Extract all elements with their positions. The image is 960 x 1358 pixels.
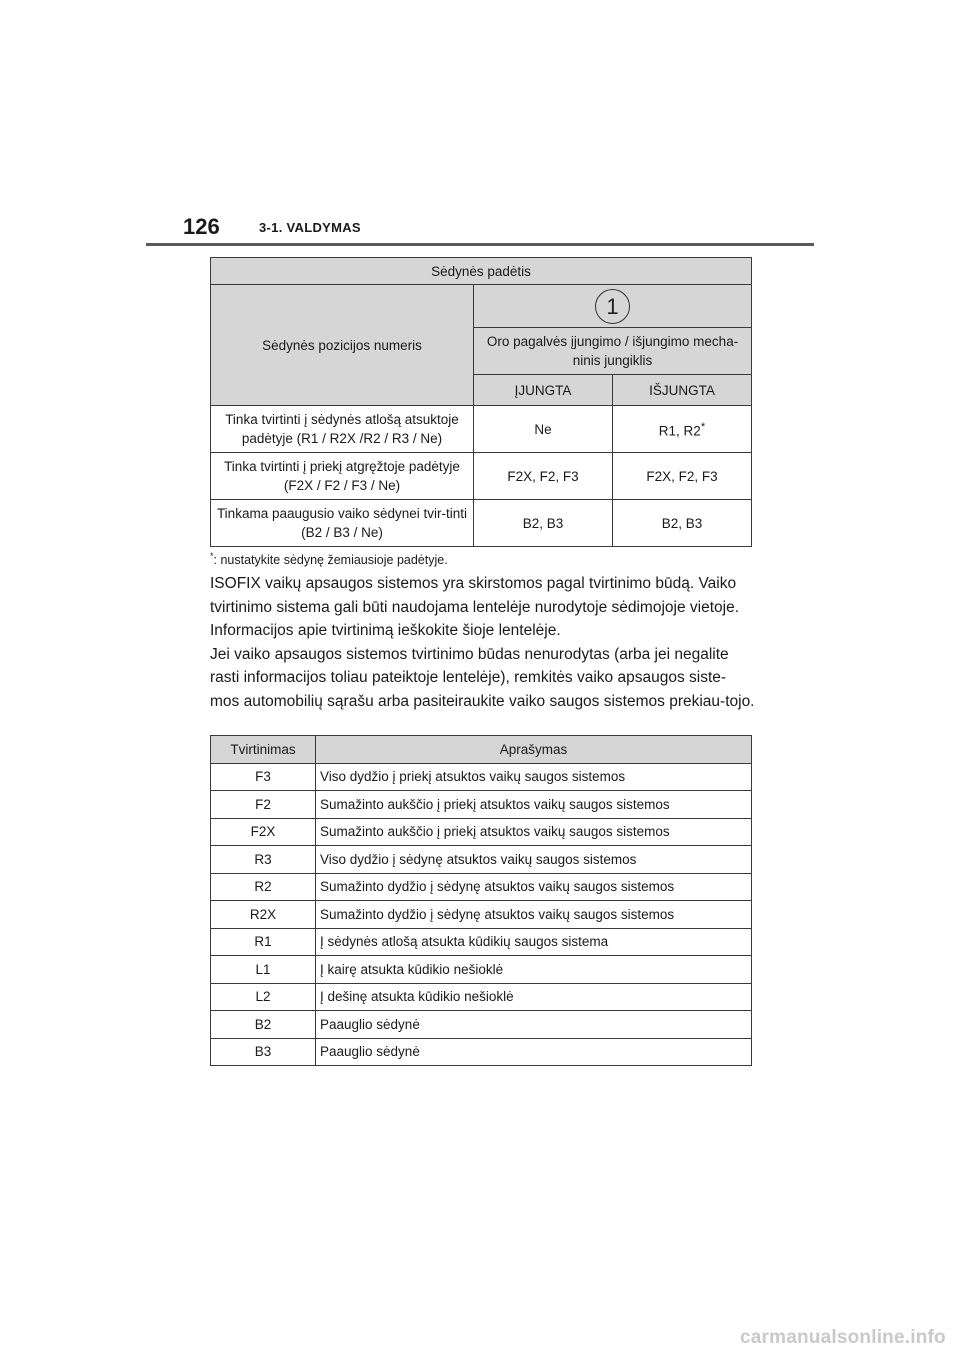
fixture-description: Viso dydžio į priekį atsuktos vaikų saugos sistemos: [316, 763, 752, 791]
row-on-value: Ne: [474, 406, 613, 453]
fixture-description: Sumažinto aukščio į priekį atsuktos vaikų saugos sistemos: [316, 818, 752, 846]
description-column-header: Aprašymas: [316, 736, 752, 764]
seat-number-cell: [474, 285, 752, 328]
paragraph: Jei vaiko apsaugos sistemos tvirtinimo būdas nenurodytas (arba jei negalite rasti informacijos toliau pateiktoje lentelėje), remkitės vaiko apsaugos siste-mos automobilių sąrašu arba pasiteiraukite vaiko saugos sistemos prekiau-tojo.: [210, 645, 755, 710]
fixture-code: F2: [211, 791, 316, 819]
watermark: carmanualsonline.info: [740, 1327, 946, 1348]
footnote-mark: *: [700, 420, 706, 433]
table-row: [211, 846, 752, 874]
paragraph: ISOFIX vaikų apsaugos sistemos yra skirstomos pagal tvirtinimo būdą. Vaiko tvirtinimo sistema gali būti naudojama lentelėje nurodytoje sėdimojoje vietoje. Informacijos apie tvirtinimą ieškokite šioje lentelėje.: [210, 575, 740, 639]
fixture-code: B2: [211, 1011, 316, 1039]
fixture-description: Sumažinto dydžio į sėdynę atsuktos vaikų saugos sistemos: [316, 873, 752, 901]
seat-position-table: [210, 257, 752, 547]
seat-number-circle: 1: [595, 289, 630, 324]
row-on-value: F2X, F2, F3: [474, 453, 613, 500]
table-row: [211, 1011, 752, 1039]
switch-off-label: IŠJUNGTA: [613, 375, 752, 406]
table-row: [211, 818, 752, 846]
fixture-description: Sumažinto dydžio į sėdynę atsuktos vaikų saugos sistemos: [316, 901, 752, 929]
fixture-code: R3: [211, 846, 316, 874]
header-divider: [146, 243, 814, 246]
fixture-code: B3: [211, 1038, 316, 1066]
row-off-value: R1, R2: [658, 423, 701, 439]
fixture-code: F2X: [211, 818, 316, 846]
fixture-description: Viso dydžio į sėdynę atsuktos vaikų saugos sistemos: [316, 846, 752, 874]
footnote: [210, 551, 448, 567]
table-row: [211, 983, 752, 1011]
row-description: Tinka tvirtinti į priekį atgręžtoje padėtyje (F2X / F2 / F3 / Ne): [211, 453, 474, 500]
table-row: [211, 873, 752, 901]
fixture-column-header: Tvirtinimas: [211, 736, 316, 764]
row-on-value: B2, B3: [474, 500, 613, 547]
switch-on-label: ĮJUNGTA: [474, 375, 613, 406]
row-off-value: F2X, F2, F3: [613, 453, 752, 500]
fixture-code: R1: [211, 928, 316, 956]
table-row: [211, 1038, 752, 1066]
table-row: [211, 928, 752, 956]
footnote-text: : nustatykite sėdynę žemiausioje padėtyje.: [213, 553, 448, 568]
fixture-code: F3: [211, 763, 316, 791]
table-row: [211, 406, 752, 453]
fixture-table: [210, 735, 752, 1066]
fixture-code: R2: [211, 873, 316, 901]
fixture-description: Į sėdynės atlošą atsukta kūdikių saugos sistema: [316, 928, 752, 956]
fixture-description: Sumažinto aukščio į priekį atsuktos vaikų saugos sistemos: [316, 791, 752, 819]
row-off-value: B2, B3: [613, 500, 752, 547]
row-off-cell: [613, 406, 752, 453]
fixture-code: L2: [211, 983, 316, 1011]
fixture-description: Į kairę atsukta kūdikio nešioklė: [316, 956, 752, 984]
page-number: 126: [183, 214, 220, 239]
row-description: Tinka tvirtinti į sėdynės atlošą atsuktoje padėtyje (R1 / R2X /R2 / R3 / Ne): [211, 406, 474, 453]
seat-position-title: Sėdynės padėtis: [211, 258, 752, 285]
row-description: Tinkama paaugusio vaiko sėdynei tvir-tinti (B2 / B3 / Ne): [211, 500, 474, 547]
fixture-description: Paauglio sėdynė: [316, 1011, 752, 1039]
seat-position-number-label: Sėdynės pozicijos numeris: [211, 285, 474, 406]
table-row: [211, 791, 752, 819]
section-title: 3-1. VALDYMAS: [259, 220, 361, 235]
fixture-code: R2X: [211, 901, 316, 929]
fixture-description: Paauglio sėdynė: [316, 1038, 752, 1066]
table-row: [211, 901, 752, 929]
footnote-mark: *: [210, 551, 214, 561]
airbag-switch-label: Oro pagalvės įjungimo / išjungimo mecha-ninis jungiklis: [474, 328, 752, 375]
table-row: [211, 763, 752, 791]
fixture-code: L1: [211, 956, 316, 984]
body-text: [210, 572, 755, 713]
table-row: [211, 500, 752, 547]
table-row: [211, 956, 752, 984]
table-row: [211, 453, 752, 500]
fixture-description: Į dešinę atsukta kūdikio nešioklė: [316, 983, 752, 1011]
